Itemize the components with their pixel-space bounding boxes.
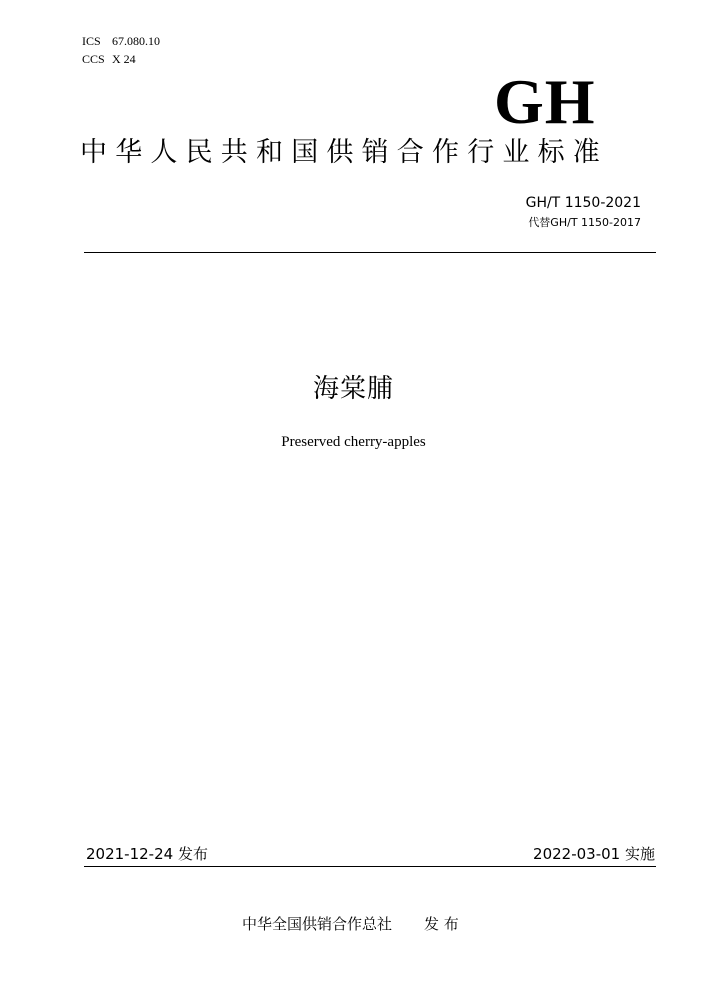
gh-logo: GH xyxy=(494,66,596,137)
publisher-name: 中华全国供销合作总社 xyxy=(242,915,393,933)
top-divider xyxy=(84,252,656,253)
ccs-label: CCS xyxy=(82,52,105,66)
classification-codes xyxy=(82,32,160,68)
document-title-cn: 海棠脯 xyxy=(312,374,394,404)
document-title-en: Preserved cherry-apples xyxy=(281,434,426,450)
standard-number: GH/T 1150-2021 xyxy=(525,195,641,211)
ics-line xyxy=(82,32,160,50)
ccs-line xyxy=(82,50,160,68)
ics-value: 67.080.10 xyxy=(112,34,160,48)
implementation-date: 2022-03-01 实施 xyxy=(533,845,655,863)
issue-date: 2021-12-24 发布 xyxy=(86,845,208,863)
ccs-value: X 24 xyxy=(112,52,136,66)
bottom-divider xyxy=(84,866,656,867)
publisher-action: 发 布 xyxy=(424,915,459,933)
replaced-standard: 代替GH/T 1150-2017 xyxy=(528,216,641,229)
publisher xyxy=(242,912,459,936)
standard-category-title: 中华人民共和国供销合作行业标准 xyxy=(80,137,608,168)
ics-label: ICS xyxy=(82,34,101,48)
